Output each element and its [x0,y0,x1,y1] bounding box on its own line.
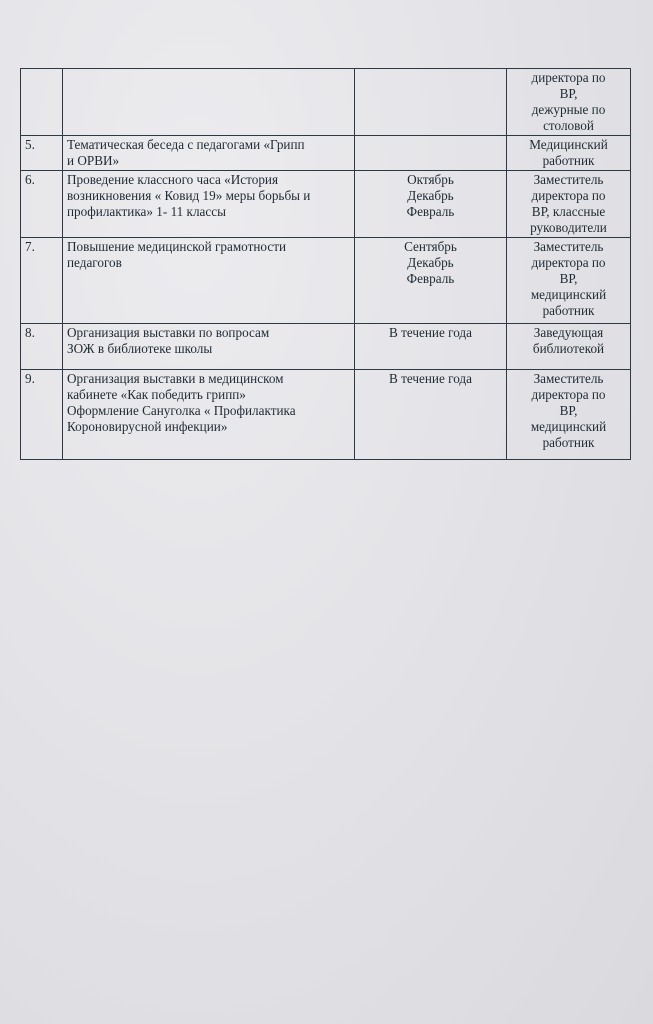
event-line: педагогов [67,255,122,270]
responsible-line: ВР, [559,403,578,418]
event-line: Проведение классного часа «История [67,172,279,187]
date-cell [355,171,507,238]
row-number: 5. [21,136,63,171]
event-cell [63,171,355,238]
date-cell [355,238,507,324]
event-cell [63,370,355,460]
responsible-line: директора по [531,387,606,402]
date-line: Декабрь [407,255,454,270]
responsible-cell [507,171,631,238]
event-line: Оформление Сануголка « Профилактика [67,403,296,418]
date-line: Сентябрь [404,239,457,254]
responsible-cell [507,69,631,136]
event-line: Организация выставки в медицинском [67,371,284,386]
date-line: Октябрь [407,172,454,187]
responsible-line: работник [542,303,595,318]
event-cell [63,136,355,171]
date-cell [355,324,507,370]
date-line: Декабрь [407,188,454,203]
responsible-line: ВР, [559,86,578,101]
date-cell [355,370,507,460]
event-line: и ОРВИ» [67,153,120,168]
event-line: Организация выставки по вопросам [67,325,270,340]
date-line: Февраль [406,204,455,219]
date-line: В течение года [389,371,472,386]
table-row [21,136,631,171]
table-row [21,370,631,460]
responsible-cell [507,370,631,460]
row-number: 9. [21,370,63,460]
date-cell [355,136,507,171]
responsible-line: работник [542,435,595,450]
responsible-line: директора по [531,70,606,85]
responsible-line: библиотекой [532,341,605,356]
row-number: 6. [21,171,63,238]
table-row [21,324,631,370]
row-number [21,69,63,136]
responsible-line: медицинский [530,419,607,434]
event-line: профилактика» 1- 11 классы [67,204,226,219]
responsible-line: директора по [531,188,606,203]
responsible-line: ВР, классные [531,204,606,219]
responsible-line: работник [542,153,595,168]
table-row [21,238,631,324]
event-line: ЗОЖ в библиотеке школы [67,341,213,356]
table-row [21,171,631,238]
event-line: кабинете «Как победить грипп» [67,387,246,402]
event-cell [63,324,355,370]
date-line: Февраль [406,271,455,286]
responsible-line: Заместитель [533,239,604,254]
event-line: Тематическая беседа с педагогами «Грипп [67,137,305,152]
responsible-line: Медицинский [529,137,608,152]
activities-table [20,68,631,460]
responsible-line: дежурные по [531,102,606,117]
responsible-line: руководители [530,220,607,235]
responsible-cell [507,324,631,370]
responsible-line: Заместитель [533,371,604,386]
event-line: Повышение медицинской грамотности [67,239,287,254]
responsible-line: Заместитель [533,172,604,187]
responsible-line: директора по [531,255,606,270]
event-line: возникновения « Ковид 19» меры борьбы и [67,188,311,203]
event-line: Короновирусной инфекции» [67,419,228,434]
date-cell [355,69,507,136]
table-row [21,69,631,136]
responsible-cell [507,136,631,171]
row-number: 8. [21,324,63,370]
responsible-cell [507,238,631,324]
responsible-line: медицинский [530,287,607,302]
responsible-line: ВР, [559,271,578,286]
event-cell [63,69,355,136]
date-line: В течение года [389,325,472,340]
responsible-line: столовой [543,118,594,133]
responsible-line: Заведующая [533,325,604,340]
event-cell [63,238,355,324]
row-number: 7. [21,238,63,324]
